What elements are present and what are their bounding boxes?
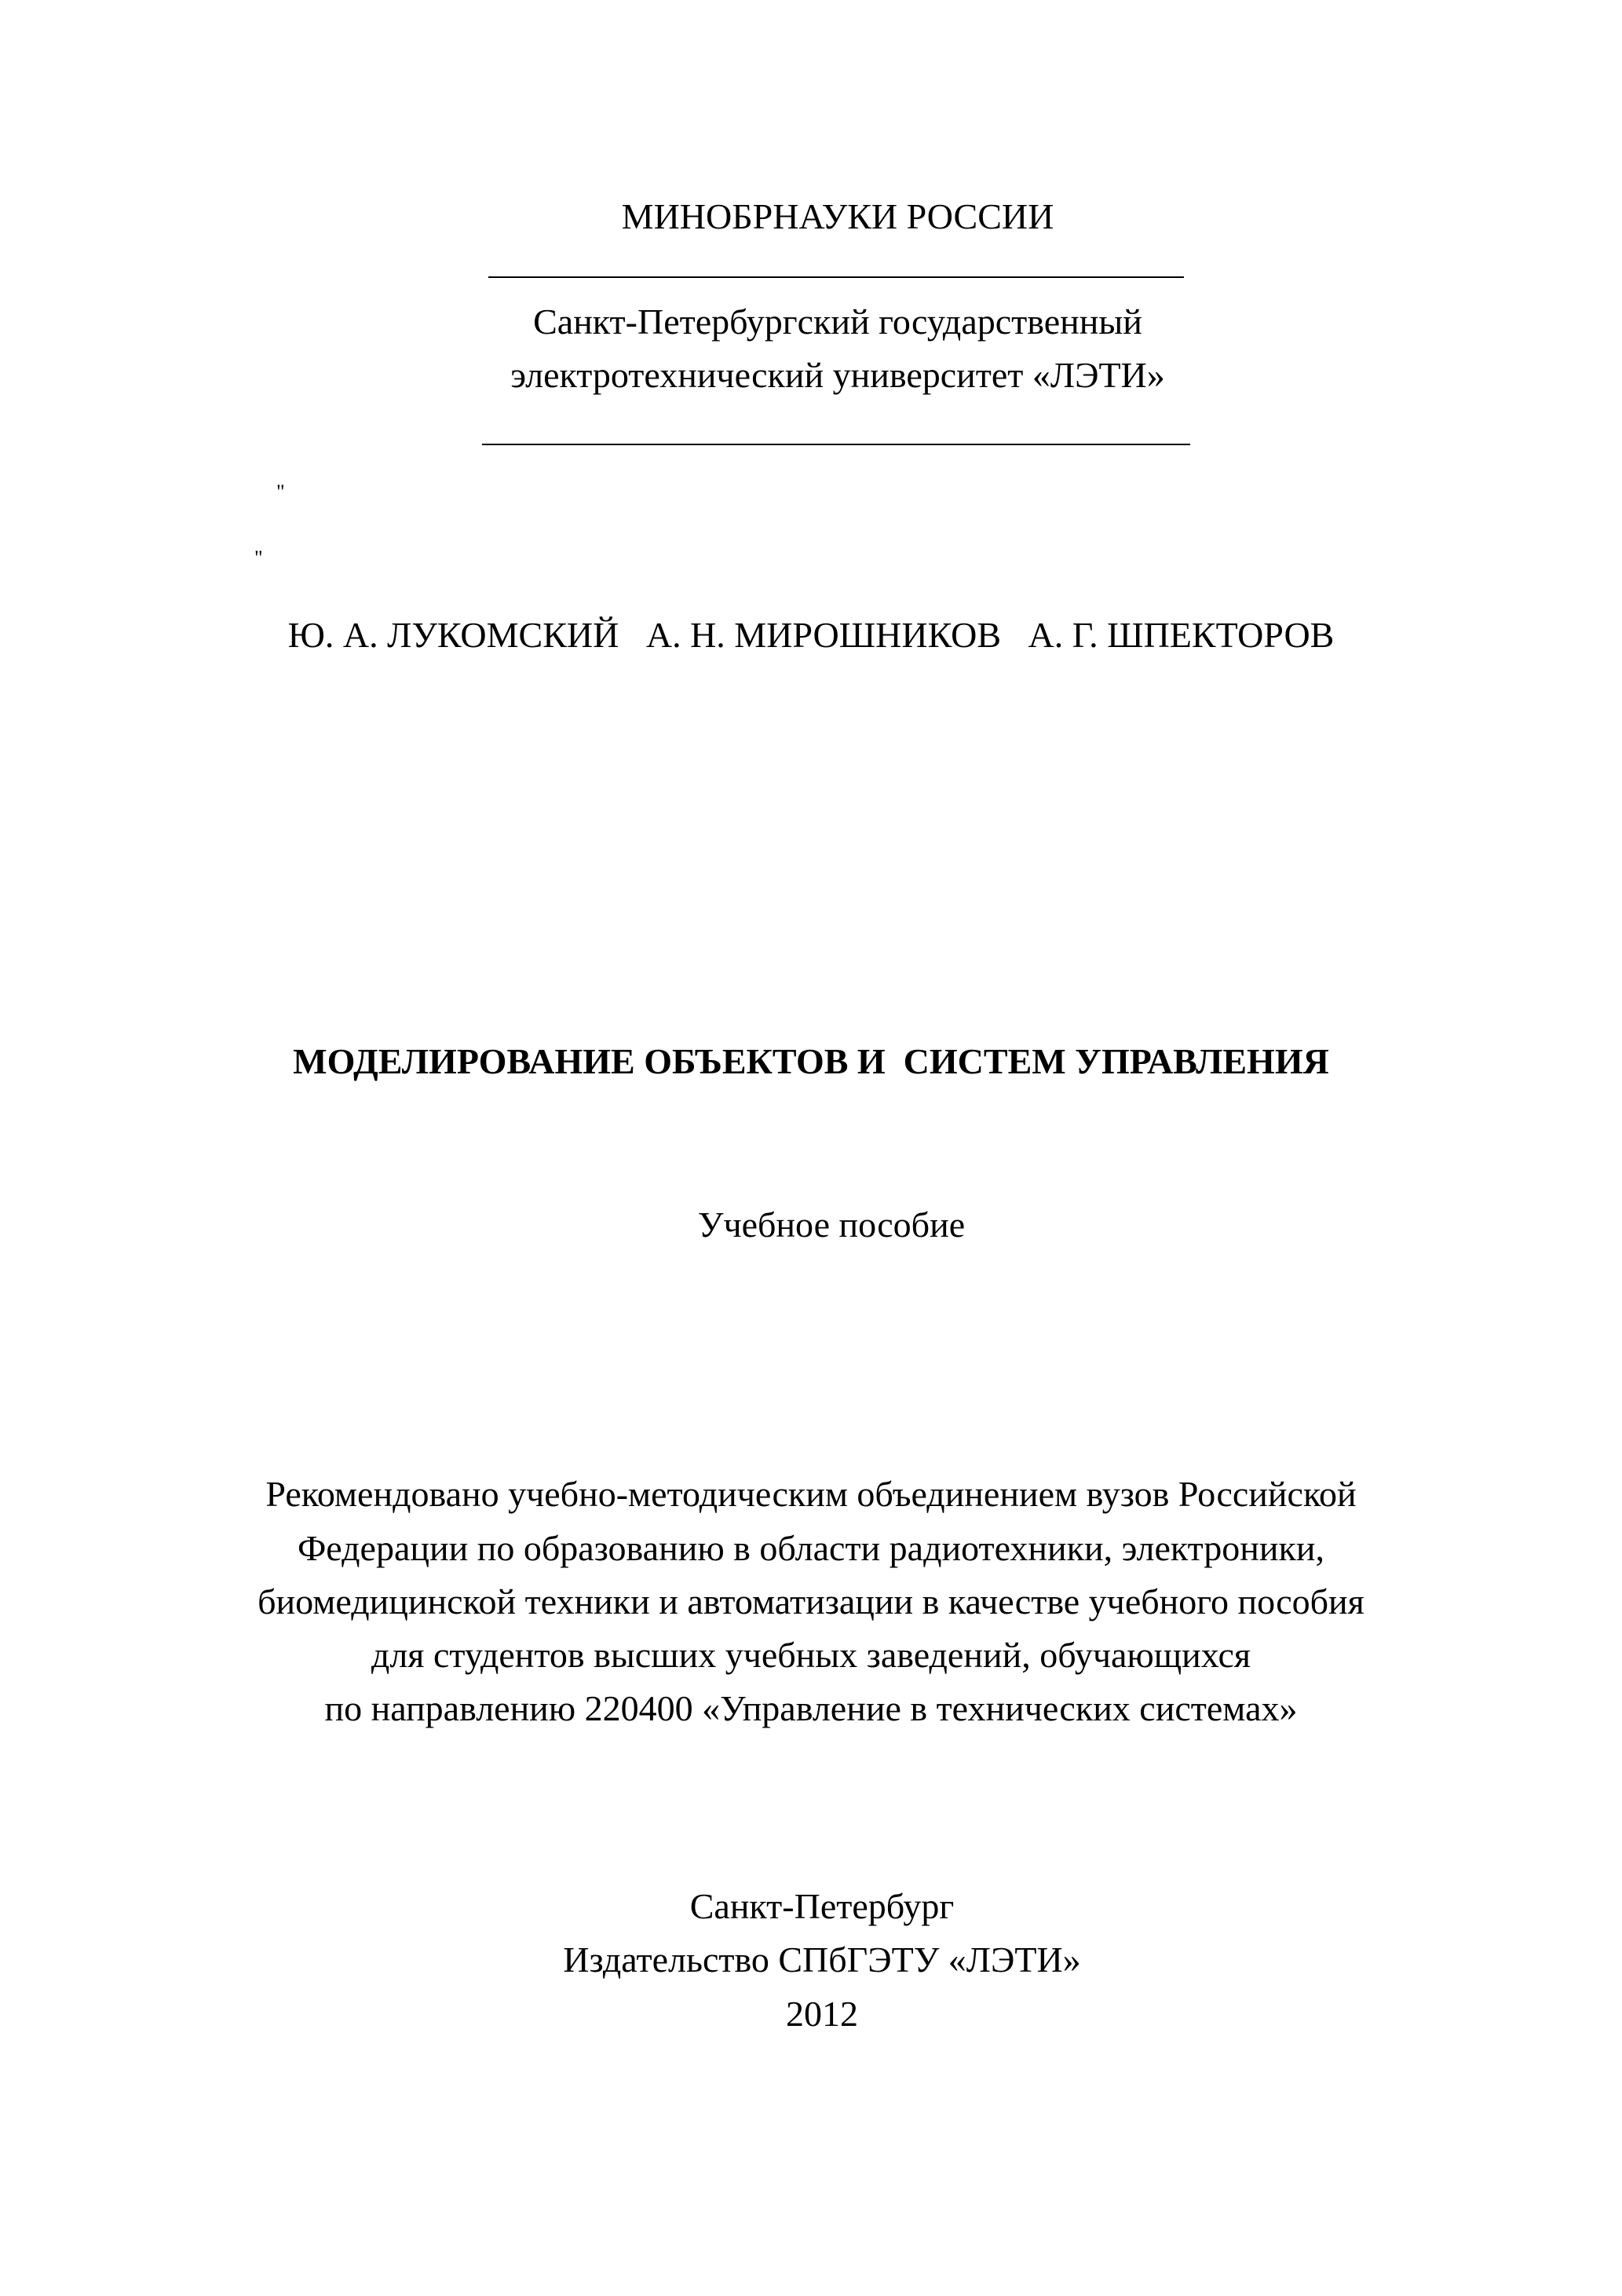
book-title: МОДЕЛИРОВАНИЕ ОБЪЕКТОВ И СИСТЕМ УПРАВЛЕНИЯ bbox=[293, 1041, 1329, 1081]
university-name-line-2: электротехнический университет «ЛЭТИ» bbox=[510, 355, 1165, 395]
university-name-line-1: Санкт-Петербургский государственный bbox=[533, 302, 1142, 342]
header-rule-top bbox=[488, 276, 1184, 278]
recommendation-line-4: для студентов высших учебных заведений, обучающихся bbox=[371, 1635, 1251, 1675]
imprint-year: 2012 bbox=[786, 1994, 858, 2034]
recommendation-line-1: Рекомендовано учебно-методическим объединением вузов Российской bbox=[265, 1474, 1357, 1514]
imprint-city: Санкт-Петербург bbox=[689, 1886, 955, 1926]
header-rule-bottom bbox=[482, 444, 1190, 445]
imprint-publisher: Издательство СПбГЭТУ «ЛЭТИ» bbox=[563, 1940, 1081, 1980]
ministry-name: МИНОБРНАУКИ РОССИИ bbox=[621, 196, 1054, 236]
book-subtitle: Учебное пособие bbox=[697, 1205, 966, 1245]
recommendation-line-5: по направлению 220400 «Управление в технических системах» bbox=[324, 1688, 1298, 1728]
stray-mark-2: " bbox=[254, 547, 263, 569]
recommendation-line-2: Федерации по образованию в области радиотехники, электроники, bbox=[297, 1528, 1325, 1568]
recommendation-line-3: биомедицинской техники и автоматизации в качестве учебного пособия bbox=[258, 1581, 1364, 1621]
authors: Ю. А. ЛУКОМСКИЙ А. Н. МИРОШНИКОВ А. Г. ШПЕКТОРОВ bbox=[287, 615, 1335, 655]
stray-mark-1: " bbox=[276, 481, 285, 503]
